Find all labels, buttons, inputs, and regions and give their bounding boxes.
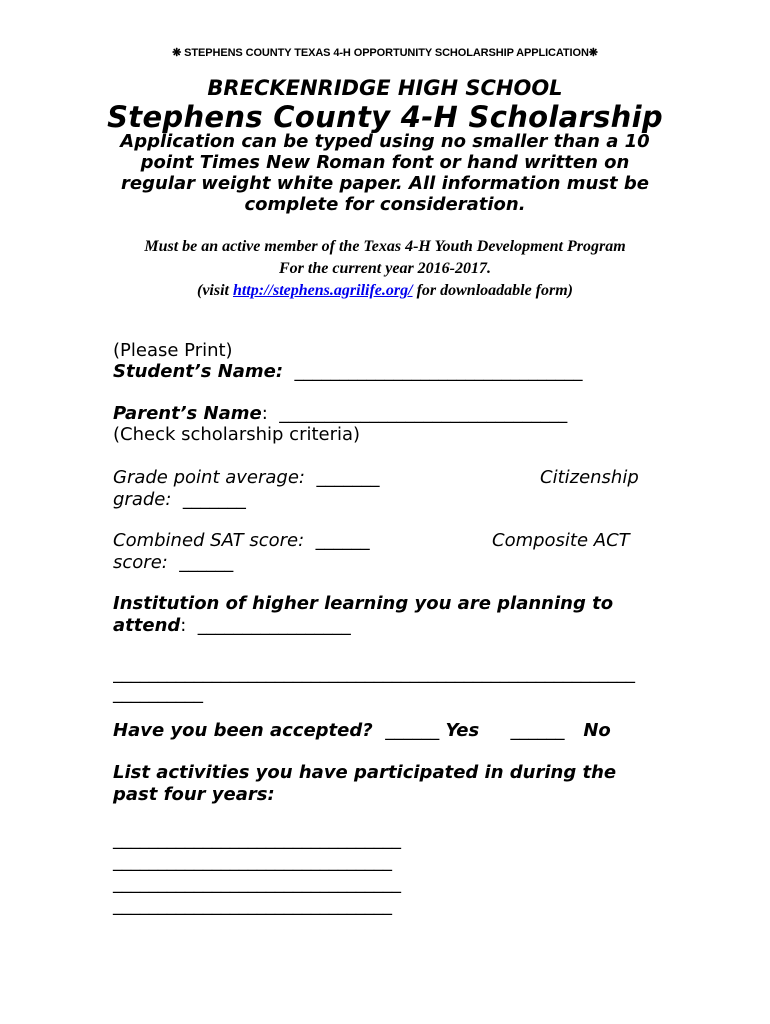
institution-field[interactable]: _________________ bbox=[197, 615, 351, 636]
flower-icon: ❋ bbox=[588, 47, 598, 59]
act-score-label: score: bbox=[113, 552, 168, 573]
institution-label-attend: attend bbox=[113, 615, 181, 636]
instructions-line: point Times New Roman font or hand written on bbox=[140, 152, 630, 173]
student-name-label: Student’s Name: bbox=[113, 361, 284, 382]
form-header-text: STEPHENS COUNTY TEXAS 4-H OPPORTUNITY SCHOLARSHIP APPLICATION bbox=[184, 47, 589, 59]
agrilife-link[interactable]: http://stephens.agrilife.org/ bbox=[232, 282, 413, 299]
form-header bbox=[0, 46, 770, 59]
citizenship-label: Citizenship bbox=[540, 467, 639, 488]
sat-label: Combined SAT score: bbox=[113, 530, 305, 551]
act-label: Composite ACT bbox=[492, 530, 630, 551]
institution-line-field[interactable]: __________________________________________________________ bbox=[113, 663, 635, 684]
act-field[interactable]: ______ bbox=[179, 552, 234, 573]
institution-line-field[interactable]: __________ bbox=[113, 683, 203, 704]
institution-colon: : bbox=[180, 615, 187, 636]
eligibility-line: For the current year 2016-2017. bbox=[279, 260, 491, 277]
act-score-row bbox=[113, 552, 233, 573]
activities-label: List activities you have participated in during the bbox=[113, 762, 617, 783]
page-title: Stephens County 4-H Scholarship bbox=[107, 100, 663, 134]
instructions-line: complete for consideration. bbox=[244, 194, 526, 215]
activity-line-field[interactable]: ________________________________ bbox=[113, 873, 401, 894]
institution-row bbox=[113, 615, 351, 636]
activity-line-field[interactable]: _______________________________ bbox=[113, 851, 392, 872]
student-name-field[interactable]: ________________________________ bbox=[294, 361, 583, 382]
accepted-no-field[interactable]: ______ bbox=[510, 720, 565, 741]
citizenship-field[interactable]: _______ bbox=[182, 489, 246, 510]
citizenship-grade-label: grade: bbox=[113, 489, 172, 510]
accepted-no-label: No bbox=[583, 720, 611, 741]
instructions-line: regular weight white paper. All information must be bbox=[120, 173, 650, 194]
visit-suffix: for downloadable form) bbox=[412, 282, 574, 299]
accepted-yes-label: Yes bbox=[445, 720, 480, 741]
citizenship-grade-row bbox=[113, 489, 246, 510]
eligibility-line: Must be an active member of the Texas 4-H Youth Development Program bbox=[144, 238, 626, 255]
gpa-label: Grade point average: bbox=[113, 467, 305, 488]
activity-line-field[interactable]: ________________________________ bbox=[113, 829, 401, 850]
sat-field[interactable]: ______ bbox=[315, 530, 370, 551]
accepted-label: Have you been accepted? bbox=[113, 720, 373, 741]
student-name-row bbox=[113, 361, 583, 382]
visit-prefix: (visit bbox=[196, 282, 233, 299]
parent-name-row bbox=[113, 403, 567, 424]
accepted-yes-field[interactable]: ______ bbox=[385, 720, 440, 741]
flower-icon: ❋ bbox=[172, 47, 182, 59]
activities-label: past four years: bbox=[113, 784, 275, 805]
eligibility-visit bbox=[0, 282, 770, 300]
parent-name-colon: : bbox=[261, 403, 268, 424]
institution-label: Institution of higher learning you are planning to bbox=[113, 593, 614, 614]
activity-line-field[interactable]: _______________________________ bbox=[113, 895, 392, 916]
parent-name-field[interactable]: ________________________________ bbox=[279, 403, 568, 424]
instructions-line: Application can be typed using no smaller than a 10 bbox=[120, 131, 650, 152]
school-name: BRECKENRIDGE HIGH SCHOOL bbox=[207, 76, 563, 100]
sat-row bbox=[113, 530, 370, 551]
please-print-note: (Please Print) bbox=[113, 340, 233, 361]
accepted-row bbox=[113, 720, 611, 741]
gpa-row bbox=[113, 467, 379, 488]
parent-name-label: Parent’s Name bbox=[113, 403, 262, 424]
gpa-field[interactable]: _______ bbox=[316, 467, 380, 488]
check-criteria-note: (Check scholarship criteria) bbox=[113, 424, 361, 445]
